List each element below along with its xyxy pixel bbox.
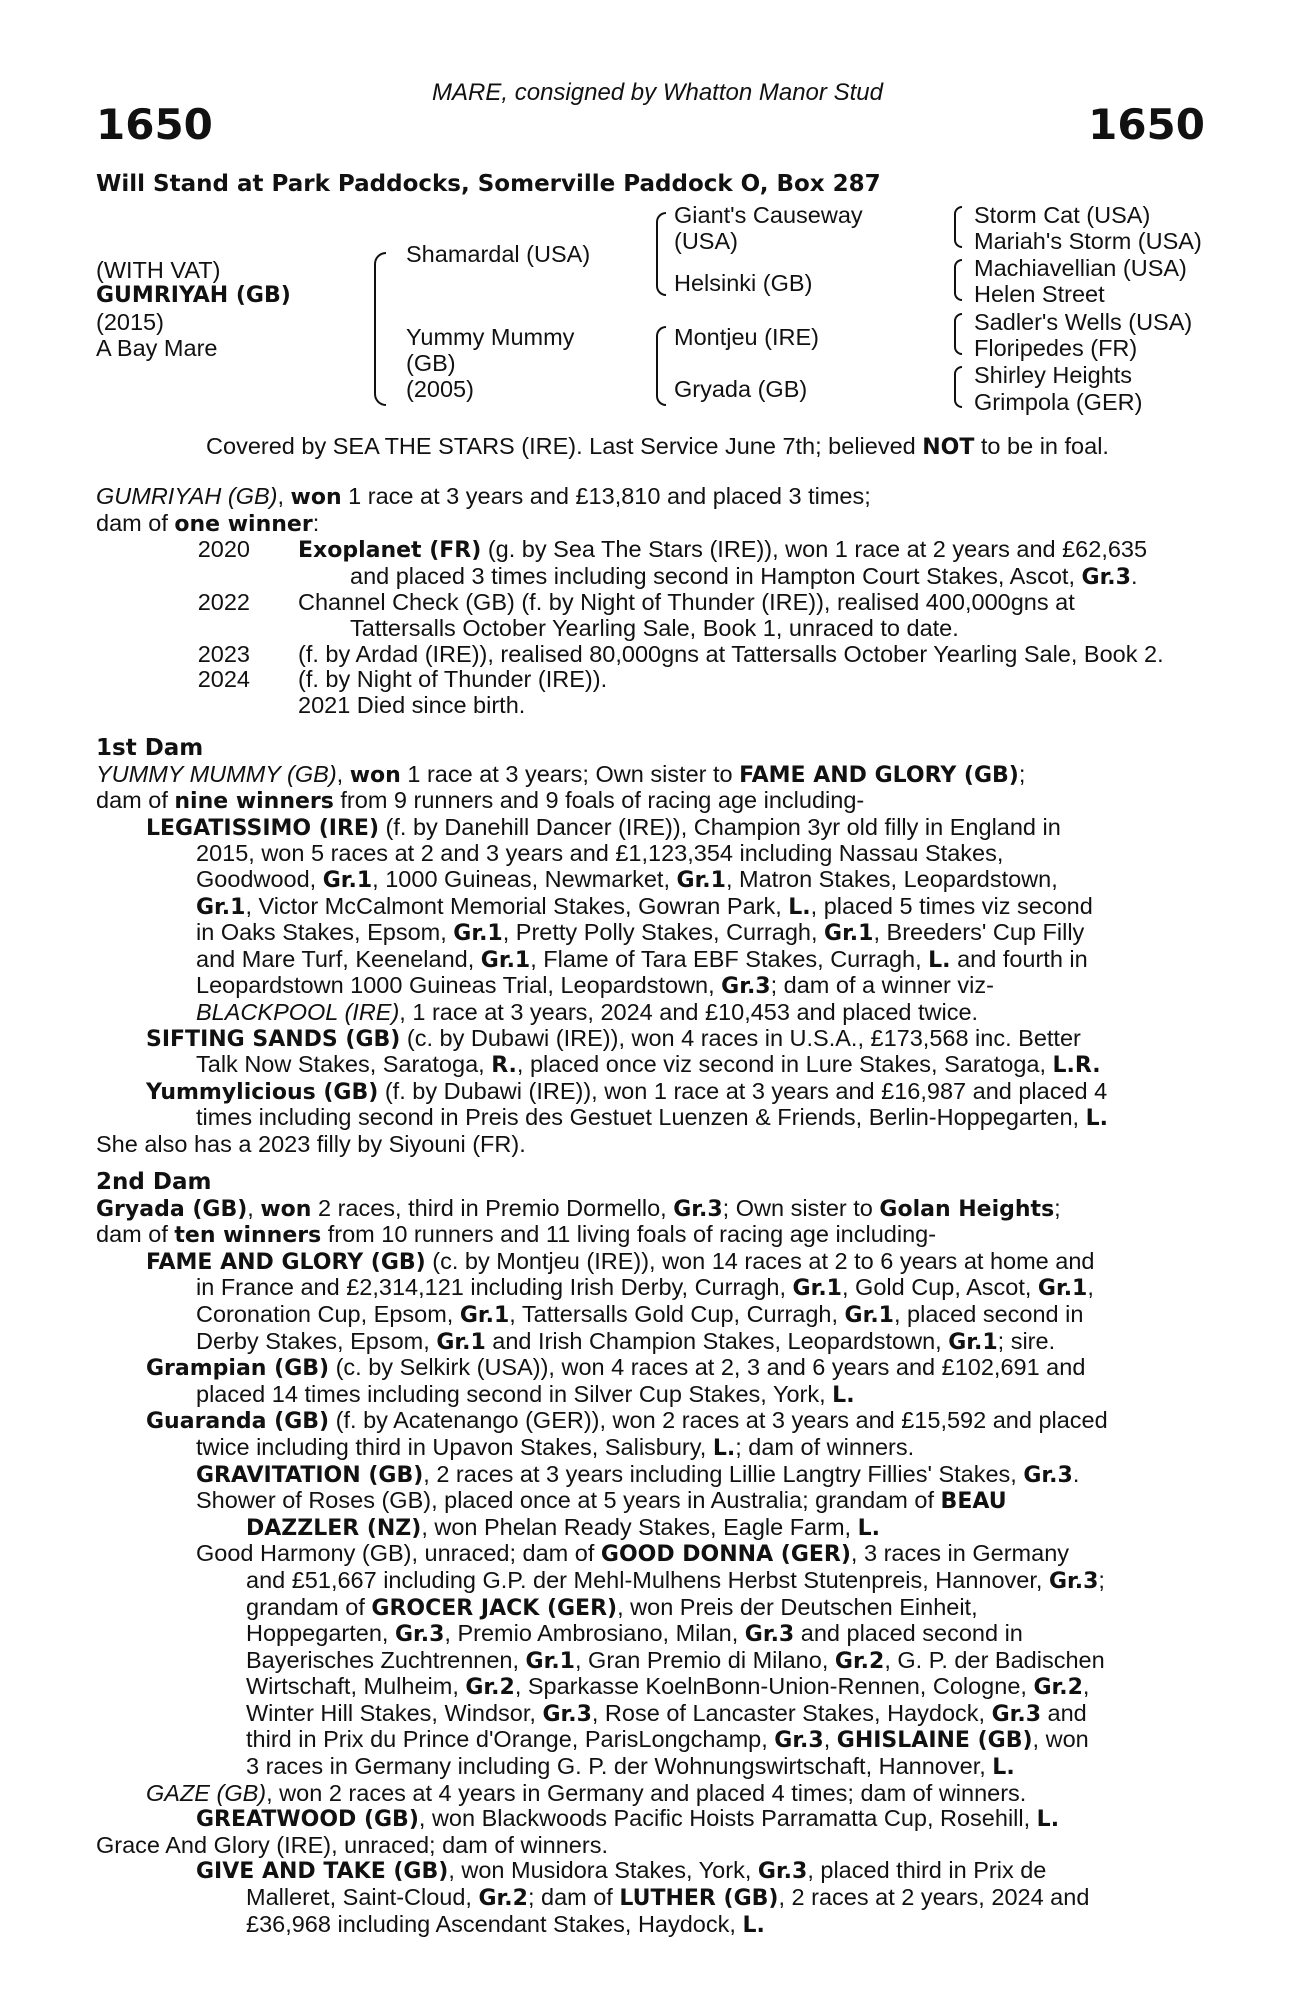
horse-name: GUMRIYAH (GB) [96, 283, 291, 308]
produce-section: GUMRIYAH (GB), won 1 race at 3 years and £13,810 and placed 3 times; dam of one winner: 2020 Exoplanet (FR) (g. by Sea The Stars (IRE)), won 1 race at 2 years and £62,635 and placed 3 times including second in Hampton Court Stakes, Ascot, Gr.3. 2022 Channel Check (GB) (f. by Night of Thunder (IRE)), realised 400,000gns at Tattersalls October Yearling Sale, Book 1, unraced to date. 2023 (f. by Ardad (IRE)), realised 80,000gns at Tattersalls October Yearling Sale, Book 2. 2024 (f. by Night of Thunder (IRE)). 2021 Died since birth. [96, 484, 1204, 718]
lot-number-right: 1650 [1088, 100, 1205, 149]
legatissimo-line: Goodwood, Gr.1, 1000 Guineas, Newmarket, Gr.1, Matron Stakes, Leopardstown, [196, 865, 1058, 893]
sire-dam-sire: Machiavellian (USA) [974, 255, 1187, 281]
vat-note: (WITH VAT) [96, 257, 221, 283]
legatissimo-line: 2015, won 5 races at 2 and 3 years and £1,123,354 including Nassau Stakes, [196, 840, 1004, 867]
covering-note: Covered by SEA THE STARS (IRE). Last Service June 7th; believed NOT to be in foal. [206, 433, 1109, 460]
foaling-year: (2015) [96, 309, 164, 335]
second-dam-progeny [96, 1249, 1204, 1938]
sire-name: Shamardal (USA) [406, 241, 591, 267]
lot-number-left: 1650 [96, 100, 213, 149]
progeny-entry: GREATWOOD (GB), won Blackwoods Pacific Hoists Parramatta Cup, Rosehill, L. [196, 1805, 1060, 1833]
bracket-g1 [954, 206, 962, 248]
legatissimo-line: Gr.1, Victor McCalmont Memorial Stakes, Gowran Park, L., placed 5 times viz second [196, 892, 1093, 920]
horse-description: A Bay Mare [96, 335, 218, 361]
progeny-entry: GRAVITATION (GB), 2 races at 3 years including Lillie Langtry Fillies' Stakes, Gr.3. [196, 1460, 1080, 1488]
progeny-entry: FAME AND GLORY (GB) (c. by Montjeu (IRE)), won 14 races at 2 to 6 years at home and in France and £2,314,121 including Irish Derby, Curragh, Gr.1, Gold Cup, Ascot, Gr.1, Coronation Cup, Epsom, Gr.1, Tattersalls Gold Cup, Curragh, Gr.1, placed second in Derby Stakes, Epsom, Gr.1 and Irish Champion Stakes, Leopardstown, Gr.1; sire. [146, 1247, 1095, 1355]
legatissimo-line: and Mare Turf, Keeneland, Gr.1, Flame of Tara EBF Stakes, Curragh, L. and fourth in [196, 945, 1088, 973]
progeny-entry: GIVE AND TAKE (GB), won Musidora Stakes, York, Gr.3, placed third in Prix de Malleret, Saint-Cloud, Gr.2; dam of LUTHER (GB), 2 races at 2 years, 2024 and £36,968 including Ascendant Stakes, Haydock, L. [196, 1857, 1090, 1938]
bracket-g4 [954, 366, 962, 408]
sire-sire-sire: Storm Cat (USA) [974, 202, 1151, 228]
dam-dam-dam: Grimpola (GER) [974, 389, 1143, 415]
produce-row: 2024 (f. by Night of Thunder (IRE)). 2021 Died since birth. [197, 666, 608, 718]
legatissimo-line: in Oaks Stakes, Epsom, Gr.1, Pretty Polly Stakes, Curragh, Gr.1, Breeders' Cup Filly [196, 919, 1085, 947]
progeny-entry: GAZE (GB), won 2 races at 4 years in Germany and placed 4 times; dam of winners. [146, 1779, 1027, 1806]
produce-row: 2022 Channel Check (GB) (f. by Night of Thunder (IRE)), realised 400,000gns at Tattersalls October Yearling Sale, Book 1, unraced to date. [197, 589, 1075, 641]
produce-row: 2023 (f. by Ardad (IRE)), realised 80,000gns at Tattersalls October Yearling Sale, Book 2. [197, 640, 1164, 667]
sire-dam: Helsinki (GB) [674, 270, 813, 296]
pedigree-bracket-main [374, 252, 386, 406]
sire-sire-dam: Mariah's Storm (USA) [974, 228, 1202, 254]
dam-sire-sire: Sadler's Wells (USA) [974, 309, 1193, 335]
bracket-g2 [954, 259, 962, 301]
progeny-entry: Grampian (GB) (c. by Selkirk (USA)), won 4 races at 2, 3 and 6 years and £102,691 and placed 14 times including second in Silver Cup Stakes, York, L. [146, 1354, 1086, 1408]
mare-name: GUMRIYAH (GB) [96, 483, 278, 509]
pedigree-bracket-dam [656, 326, 666, 406]
sifting-sands-entry: SIFTING SANDS (GB) (c. by Dubawi (IRE)), won 4 races in U.S.A., £173,568 inc. Better Talk Now Stakes, Saratoga, R., placed once viz second in Lure Stakes, Saratoga, L.R. [146, 1024, 1101, 1079]
progeny-entry: Grace And Glory (IRE), unraced; dam of winners. [96, 1831, 608, 1858]
dam-sire-dam: Floripedes (FR) [974, 335, 1138, 361]
first-dam-heading: 1st Dam [96, 735, 204, 761]
progeny-entry: Shower of Roses (GB), placed once at 5 years in Australia; grandam of BEAU DAZZLER (NZ), won Phelan Ready Stakes, Eagle Farm, L. [196, 1487, 1007, 1541]
also-note: She also has a 2023 filly by Siyouni (FR). [96, 1130, 526, 1157]
pedigree-bracket-sire [656, 212, 666, 296]
second-dam-heading: 2nd Dam [96, 1169, 212, 1195]
second-dam-section: 2nd Dam Gryada (GB), won 2 races, third in Premio Dormello, Gr.3; Own sister to Golan Heights; dam of ten winners from 10 runners and 11 living foals of racing age including- FAME AND GLORY (GB) (c. by Montjeu (IRE)), won 14 races at 2 to 6 years at home and in France and £2,314,121 including Irish Derby, Curragh, Gr.1, Gold Cup, Ascot, Gr.1, Coronation Cup, Epsom, Gr.1, Tattersalls Gold Cup, Curragh, Gr.1, placed second in Derby Stakes, Epsom, Gr.1 and Irish Champion Stakes, Leopardstown, Gr.1; sire. Grampian (GB) (c. by Selkirk (USA)), won 4 races at 2, 3 and 6 years and £102,691 and placed 14 times including second in Silver Cup Stakes, York, L. Guaranda (GB) (f. by Acatenango (GER)), won 2 races at 3 years and £15,592 and placed twice including third in Upavon Stakes, Salisbury, L.; dam of winners. GRAVITATION (GB), 2 races at 3 years including Lillie Langtry Fillies' Stakes, Gr.3. Shower of Roses (GB), placed once at 5 years in Australia; grandam of BEAU DAZZLER (NZ), won Phelan Ready Stakes, Eagle Farm, L. Good Harmony (GB), unraced; dam of GOOD DONNA (GER), 3 races in Germany and £51,667 including G.P. der Mehl-Mulhens Herbst Stutenpreis, Hannover, Gr.3; grandam of GROCER JACK (GER), won Preis der Deutschen Einheit, Hoppegarten, Gr.3, Premio Ambrosiano, Milan, Gr.3 and placed second in Bayerisches Zuchtrennen, Gr.1, Gran Premio di Milano, Gr.2, G. P. der Badischen Wirtschaft, Mulheim, Gr.2, Sparkasse KoelnBonn-Union-Rennen, Cologne, Gr.2, Winter Hill Stakes, Windsor, Gr.3, Rose of Lancaster Stakes, Haydock, Gr.3 and third in Prix du Prince d'Orange, ParisLongchamp, Gr.3, GHISLAINE (GB), won 3 races in Germany including G. P. der Wohnungswirtschaft, Hannover, L. GAZE (GB), won 2 races at 4 years in Germany and placed 4 times; dam of winners. GREATWOOD (GB), won Blackwoods Pacific Hoists Parramatta Cup, Rosehill, L. Grace And Glory (IRE), unraced; dam of winners. GIVE AND TAKE (GB), won Musidora Stakes, York, Gr.3, placed third in Prix de Malleret, Saint-Cloud, Gr.2; dam of LUTHER (GB), 2 races at 2 years, 2024 and £36,968 including Ascendant Stakes, Haydock, L. [96, 1170, 1204, 1938]
lot-subtitle: MARE, consigned by Whatton Manor Stud [432, 79, 883, 106]
legatissimo-line: Leopardstown 1000 Guineas Trial, Leopardstown, Gr.3; dam of a winner viz- [196, 972, 994, 1000]
sire-sire: Giant's Causeway (USA) [674, 202, 863, 254]
sire-dam-dam: Helen Street [974, 281, 1105, 307]
progeny-entry: Good Harmony (GB), unraced; dam of GOOD DONNA (GER), 3 races in Germany and £51,667 including G.P. der Mehl-Mulhens Herbst Stutenpreis, Hannover, Gr.3; grandam of GROCER JACK (GER), won Preis der Deutschen Einheit, Hoppegarten, Gr.3, Premio Ambrosiano, Milan, Gr.3 and placed second in Bayerisches Zuchtrennen, Gr.1, Gran Premio di Milano, Gr.2, G. P. der Badischen Wirtschaft, Mulheim, Gr.2, Sparkasse KoelnBonn-Union-Rennen, Cologne, Gr.2, Winter Hill Stakes, Windsor, Gr.3, Rose of Lancaster Stakes, Haydock, Gr.3 and third in Prix du Prince d'Orange, ParisLongchamp, Gr.3, GHISLAINE (GB), won 3 races in Germany including G. P. der Wohnungswirtschaft, Hannover, L. [196, 1540, 1105, 1781]
blackpool-entry: BLACKPOOL (IRE), 1 race at 3 years, 2024 and £10,453 and placed twice. [196, 998, 979, 1025]
legatissimo-line: LEGATISSIMO (IRE) (f. by Danehill Dancer (IRE)), Champion 3yr old filly in England in [146, 813, 1061, 841]
legatissimo-entry [96, 815, 1204, 1000]
yummylicious-entry: Yummylicious (GB) (f. by Dubawi (IRE)), won 1 race at 3 years and £16,987 and placed 4 times including second in Preis des Gestuet Luenzen & Friends, Berlin-Hoppegarten, L. [146, 1077, 1108, 1132]
dam-name: Yummy Mummy (GB) (2005) [406, 324, 575, 402]
dam-dam-sire: Shirley Heights [974, 362, 1133, 388]
dam-sire: Montjeu (IRE) [674, 324, 819, 350]
progeny-entry: Guaranda (GB) (f. by Acatenango (GER)), won 2 races at 3 years and £15,592 and placed twice including third in Upavon Stakes, Salisbury, L.; dam of winners. [146, 1407, 1108, 1461]
dam-dam: Gryada (GB) [674, 376, 808, 402]
horse-info [96, 257, 291, 361]
stand-location: Will Stand at Park Paddocks, Somerville Paddock O, Box 287 [96, 171, 881, 197]
produce-row: 2020 Exoplanet (FR) (g. by Sea The Stars (IRE)), won 1 race at 2 years and £62,635 and placed 3 times including second in Hampton Court Stakes, Ascot, Gr.3. [197, 536, 1148, 590]
bracket-g3 [954, 313, 962, 355]
first-dam-section: 1st Dam YUMMY MUMMY (GB), won 1 race at 3 years; Own sister to FAME AND GLORY (GB); dam of nine winners from 9 runners and 9 foals of racing age including- LEGATISSIMO (IRE) (f. by Danehill Dancer (IRE)), Champion 3yr old filly in England in 2015, won 5 races at 2 and 3 years and £1,123,354 including Nassau Stakes, Goodwood, Gr.1, 1000 Guineas, Newmarket, Gr.1, Matron Stakes, Leopardstown, Gr.1, Victor McCalmont Memorial Stakes, Gowran Park, L., placed 5 times viz second in Oaks Stakes, Epsom, Gr.1, Pretty Polly Stakes, Curragh, Gr.1, Breeders' Cup Filly and Mare Turf, Keeneland, Gr.1, Flame of Tara EBF Stakes, Curragh, L. and fourth in Leopardstown 1000 Guineas Trial, Leopardstown, Gr.3; dam of a winner viz- BLACKPOOL (IRE), 1 race at 3 years, 2024 and £10,453 and placed twice. SIFTING SANDS (GB) (c. by Dubawi (IRE)), won 4 races in U.S.A., £173,568 inc. Better Talk Now Stakes, Saratoga, R., placed once viz second in Lure Stakes, Saratoga, L.R. Yummylicious (GB) (f. by Dubawi (IRE)), won 1 race at 3 years and £16,987 and placed 4 times including second in Preis des Gestuet Luenzen & Friends, Berlin-Hoppegarten, L. She also has a 2023 filly by Siyouni (FR). [96, 736, 1204, 1158]
